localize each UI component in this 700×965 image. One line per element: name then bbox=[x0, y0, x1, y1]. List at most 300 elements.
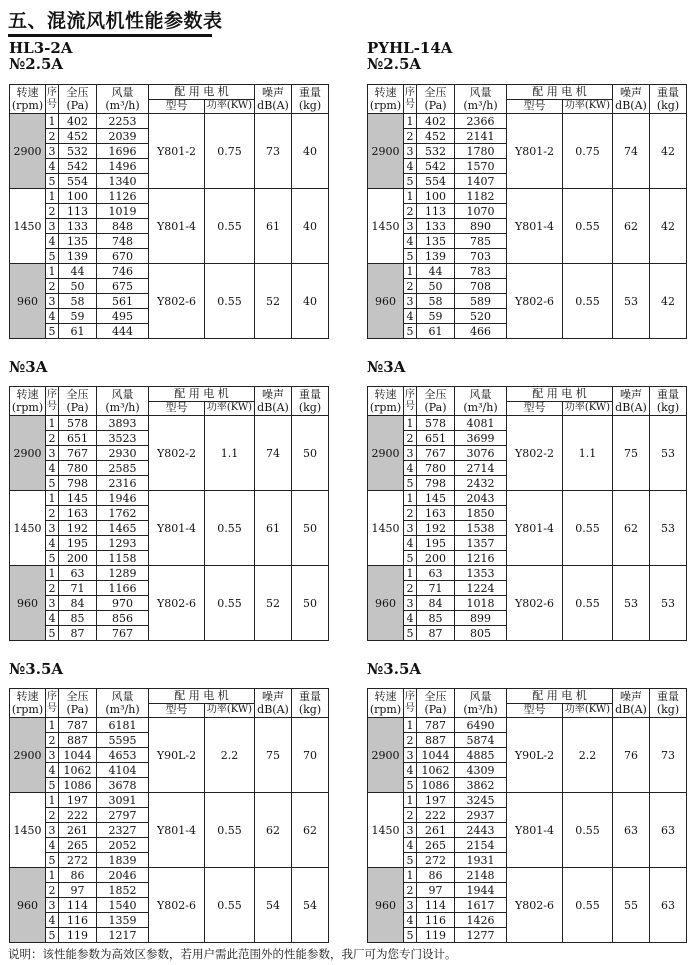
pressure-cell: 787 bbox=[417, 718, 455, 733]
pressure-cell: 100 bbox=[417, 189, 455, 204]
power-cell: 0.55 bbox=[205, 793, 255, 868]
model-header: 型号 bbox=[507, 401, 563, 416]
seq-header: 序号 bbox=[404, 85, 417, 114]
weight-cell: 42 bbox=[650, 114, 687, 189]
seq-cell: 4 bbox=[404, 461, 417, 476]
pressure-cell: 58 bbox=[417, 294, 455, 309]
seq-cell: 5 bbox=[46, 853, 59, 868]
pressure-cell: 195 bbox=[59, 536, 97, 551]
pressure-cell: 542 bbox=[59, 159, 97, 174]
seq-cell: 1 bbox=[404, 416, 417, 431]
flow-cell: 3699 bbox=[455, 431, 507, 446]
table-row bbox=[368, 189, 687, 204]
flow-cell: 589 bbox=[455, 294, 507, 309]
seq-cell: 1 bbox=[404, 189, 417, 204]
pressure-cell: 200 bbox=[417, 551, 455, 566]
flow-cell: 1224 bbox=[455, 581, 507, 596]
seq-cell: 2 bbox=[404, 431, 417, 446]
header-text: 转速 bbox=[374, 388, 397, 401]
flow-cell: 2154 bbox=[455, 838, 507, 853]
flow-cell: 2937 bbox=[455, 808, 507, 823]
model-cell: Y802-6 bbox=[507, 868, 563, 943]
power-header: 功率(KW) bbox=[563, 703, 613, 718]
seq-cell: 4 bbox=[46, 234, 59, 249]
block-title bbox=[9, 40, 72, 72]
flow-cell: 1166 bbox=[97, 581, 149, 596]
header-unit: dB(A) bbox=[257, 99, 289, 112]
table-row bbox=[368, 264, 687, 279]
weight-cell: 73 bbox=[650, 718, 687, 793]
weight-cell: 40 bbox=[292, 189, 329, 264]
seq-cell: 2 bbox=[46, 808, 59, 823]
weight-header bbox=[292, 387, 329, 416]
power-cell: 0.55 bbox=[563, 793, 613, 868]
power-cell: 0.55 bbox=[205, 491, 255, 566]
header-text: 转速 bbox=[16, 388, 39, 401]
model-cell: Y801-4 bbox=[507, 491, 563, 566]
power-header: 功率(KW) bbox=[205, 703, 255, 718]
flow-cell: 748 bbox=[97, 234, 149, 249]
pressure-cell: 113 bbox=[417, 204, 455, 219]
flow-cell: 2327 bbox=[97, 823, 149, 838]
seq-cell: 3 bbox=[46, 446, 59, 461]
flow-cell: 466 bbox=[455, 324, 507, 339]
power-header: 功率(KW) bbox=[205, 99, 255, 114]
flow-cell: 1216 bbox=[455, 551, 507, 566]
seq-cell: 3 bbox=[404, 898, 417, 913]
flow-cell: 703 bbox=[455, 249, 507, 264]
pressure-cell: 272 bbox=[417, 853, 455, 868]
pressure-cell: 50 bbox=[59, 279, 97, 294]
page-title: 五、混流风机性能参数表 bbox=[8, 10, 223, 32]
seq-cell: 4 bbox=[404, 536, 417, 551]
pressure-cell: 197 bbox=[59, 793, 97, 808]
flow-cell: 3678 bbox=[97, 778, 149, 793]
power-cell: 1.1 bbox=[563, 416, 613, 491]
model-cell: Y90L-2 bbox=[507, 718, 563, 793]
seq-cell: 4 bbox=[46, 461, 59, 476]
seq-cell: 3 bbox=[46, 823, 59, 838]
seq-cell: 5 bbox=[404, 853, 417, 868]
pressure-cell: 402 bbox=[417, 114, 455, 129]
flow-cell: 970 bbox=[97, 596, 149, 611]
pressure-cell: 195 bbox=[417, 536, 455, 551]
seq-cell: 3 bbox=[404, 294, 417, 309]
seq-cell: 1 bbox=[46, 189, 59, 204]
seq-header: 序号 bbox=[46, 85, 59, 114]
flow-cell: 1496 bbox=[97, 159, 149, 174]
size-number: №3A bbox=[367, 358, 406, 376]
noise-cell: 62 bbox=[613, 491, 650, 566]
pressure-cell: 1044 bbox=[59, 748, 97, 763]
pressure-cell: 265 bbox=[59, 838, 97, 853]
flow-header bbox=[455, 387, 507, 416]
pressure-cell: 767 bbox=[59, 446, 97, 461]
flow-cell: 767 bbox=[97, 626, 149, 641]
flow-cell: 1465 bbox=[97, 521, 149, 536]
seq-cell: 2 bbox=[404, 129, 417, 144]
seq-cell: 4 bbox=[46, 763, 59, 778]
seq-cell: 5 bbox=[404, 324, 417, 339]
flow-cell: 1617 bbox=[455, 898, 507, 913]
model-cell: Y802-6 bbox=[507, 566, 563, 641]
power-cell: 0.55 bbox=[563, 491, 613, 566]
flow-cell: 3893 bbox=[97, 416, 149, 431]
pressure-cell: 97 bbox=[417, 883, 455, 898]
seq-cell: 3 bbox=[46, 294, 59, 309]
motor-header: 配 用 电 机 bbox=[507, 85, 613, 100]
model-cell: Y802-2 bbox=[507, 416, 563, 491]
flow-cell: 1070 bbox=[455, 204, 507, 219]
header-unit: (rpm) bbox=[369, 99, 402, 112]
seq-cell: 3 bbox=[404, 596, 417, 611]
seq-cell: 2 bbox=[404, 506, 417, 521]
flow-cell: 2141 bbox=[455, 129, 507, 144]
header-unit: (kg) bbox=[298, 703, 322, 716]
pressure-cell: 119 bbox=[417, 928, 455, 943]
seq-cell: 4 bbox=[404, 159, 417, 174]
seq-cell: 4 bbox=[46, 536, 59, 551]
pressure-cell: 767 bbox=[417, 446, 455, 461]
model-header: 型号 bbox=[507, 99, 563, 114]
seq-cell: 5 bbox=[404, 476, 417, 491]
pressure-cell: 222 bbox=[59, 808, 97, 823]
flow-cell: 785 bbox=[455, 234, 507, 249]
performance-table bbox=[9, 84, 329, 339]
pressure-cell: 272 bbox=[59, 853, 97, 868]
flow-cell: 1570 bbox=[455, 159, 507, 174]
seq-cell: 4 bbox=[404, 913, 417, 928]
flow-cell: 4653 bbox=[97, 748, 149, 763]
flow-cell: 1357 bbox=[455, 536, 507, 551]
power-cell: 0.55 bbox=[205, 566, 255, 641]
seq-cell: 1 bbox=[404, 566, 417, 581]
pressure-cell: 402 bbox=[59, 114, 97, 129]
seq-cell: 5 bbox=[404, 249, 417, 264]
pressure-cell: 163 bbox=[417, 506, 455, 521]
header-text: 全压 bbox=[424, 86, 447, 99]
flow-cell: 2148 bbox=[455, 868, 507, 883]
seq-cell: 1 bbox=[404, 114, 417, 129]
header-unit: (rpm) bbox=[11, 401, 44, 414]
model-cell: Y801-4 bbox=[149, 189, 205, 264]
speed-header bbox=[10, 689, 46, 718]
flow-cell: 3245 bbox=[455, 793, 507, 808]
seq-cell: 1 bbox=[46, 491, 59, 506]
table-row bbox=[10, 718, 329, 733]
flow-cell: 2316 bbox=[97, 476, 149, 491]
seq-cell: 3 bbox=[404, 219, 417, 234]
model-cell: Y801-4 bbox=[149, 793, 205, 868]
weight-cell: 62 bbox=[292, 793, 329, 868]
speed-header bbox=[10, 387, 46, 416]
header-text: 噪声 bbox=[262, 690, 284, 703]
weight-cell: 50 bbox=[292, 491, 329, 566]
weight-header bbox=[650, 85, 687, 114]
header-text: 重量 bbox=[299, 388, 321, 401]
pressure-cell: 119 bbox=[59, 928, 97, 943]
seq-cell: 5 bbox=[404, 551, 417, 566]
header-unit: dB(A) bbox=[257, 401, 289, 414]
header-unit: dB(A) bbox=[615, 703, 647, 716]
performance-table bbox=[367, 84, 687, 339]
model-cell: Y801-4 bbox=[149, 491, 205, 566]
weight-cell: 50 bbox=[292, 566, 329, 641]
power-header: 功率(KW) bbox=[563, 99, 613, 114]
size-number: №2.5A bbox=[367, 55, 422, 73]
seq-cell: 3 bbox=[46, 596, 59, 611]
flow-cell: 2046 bbox=[97, 868, 149, 883]
seq-cell: 5 bbox=[46, 476, 59, 491]
speed-cell: 960 bbox=[368, 566, 404, 641]
flow-cell: 2585 bbox=[97, 461, 149, 476]
size-number: №3.5A bbox=[367, 660, 422, 678]
flow-header bbox=[455, 689, 507, 718]
seq-cell: 4 bbox=[46, 309, 59, 324]
model-cell: Y801-4 bbox=[507, 793, 563, 868]
weight-cell: 50 bbox=[292, 416, 329, 491]
block-title bbox=[367, 40, 452, 72]
flow-cell: 1407 bbox=[455, 174, 507, 189]
pressure-cell: 1044 bbox=[417, 748, 455, 763]
seq-cell: 3 bbox=[46, 219, 59, 234]
pressure-cell: 135 bbox=[417, 234, 455, 249]
pressure-cell: 84 bbox=[417, 596, 455, 611]
size-number: №3.5A bbox=[9, 660, 64, 678]
header-text: 风量 bbox=[469, 86, 492, 99]
seq-cell: 2 bbox=[404, 279, 417, 294]
seq-cell: 2 bbox=[46, 129, 59, 144]
power-cell: 0.55 bbox=[205, 189, 255, 264]
header-unit: (kg) bbox=[298, 401, 322, 414]
pressure-cell: 63 bbox=[59, 566, 97, 581]
flow-cell: 495 bbox=[97, 309, 149, 324]
pressure-cell: 116 bbox=[417, 913, 455, 928]
flow-cell: 4885 bbox=[455, 748, 507, 763]
seq-cell: 5 bbox=[46, 249, 59, 264]
flow-cell: 1018 bbox=[455, 596, 507, 611]
header-unit: (Pa) bbox=[424, 401, 447, 414]
header-text: 风量 bbox=[111, 388, 134, 401]
flow-cell: 6490 bbox=[455, 718, 507, 733]
speed-cell: 2900 bbox=[10, 416, 46, 491]
model-header: 型号 bbox=[149, 401, 205, 416]
pressure-cell: 265 bbox=[417, 838, 455, 853]
seq-header: 序号 bbox=[404, 387, 417, 416]
pressure-cell: 554 bbox=[59, 174, 97, 189]
speed-header bbox=[368, 387, 404, 416]
pressure-cell: 139 bbox=[59, 249, 97, 264]
header-text: 噪声 bbox=[262, 388, 284, 401]
flow-cell: 848 bbox=[97, 219, 149, 234]
pressure-cell: 87 bbox=[59, 626, 97, 641]
speed-cell: 1450 bbox=[368, 793, 404, 868]
power-cell: 0.55 bbox=[205, 264, 255, 339]
header-text: 转速 bbox=[374, 86, 397, 99]
pressure-cell: 787 bbox=[59, 718, 97, 733]
flow-cell: 1019 bbox=[97, 204, 149, 219]
flow-cell: 1158 bbox=[97, 551, 149, 566]
flow-cell: 899 bbox=[455, 611, 507, 626]
flow-cell: 520 bbox=[455, 309, 507, 324]
seq-cell: 3 bbox=[404, 823, 417, 838]
seq-cell: 3 bbox=[404, 446, 417, 461]
seq-header: 序号 bbox=[46, 689, 59, 718]
noise-cell: 54 bbox=[255, 868, 292, 943]
flow-cell: 1540 bbox=[97, 898, 149, 913]
power-header: 功率(KW) bbox=[205, 401, 255, 416]
block-title bbox=[367, 661, 421, 677]
pressure-cell: 1062 bbox=[59, 763, 97, 778]
seq-cell: 2 bbox=[46, 431, 59, 446]
motor-header: 配 用 电 机 bbox=[507, 689, 613, 704]
header-unit: (m³/h) bbox=[463, 401, 498, 414]
header-unit: (Pa) bbox=[424, 99, 447, 112]
weight-cell: 53 bbox=[650, 491, 687, 566]
pressure-cell: 116 bbox=[59, 913, 97, 928]
flow-cell: 1780 bbox=[455, 144, 507, 159]
pressure-cell: 163 bbox=[59, 506, 97, 521]
flow-cell: 1762 bbox=[97, 506, 149, 521]
noise-cell: 52 bbox=[255, 566, 292, 641]
table-row bbox=[10, 114, 329, 129]
header-unit: (rpm) bbox=[369, 401, 402, 414]
seq-cell: 4 bbox=[46, 838, 59, 853]
performance-table bbox=[9, 688, 329, 943]
seq-cell: 5 bbox=[46, 778, 59, 793]
pressure-cell: 135 bbox=[59, 234, 97, 249]
pressure-cell: 887 bbox=[59, 733, 97, 748]
pressure-cell: 86 bbox=[417, 868, 455, 883]
weight-cell: 63 bbox=[650, 793, 687, 868]
seq-header: 序号 bbox=[46, 387, 59, 416]
header-unit: (m³/h) bbox=[105, 99, 140, 112]
header-text: 转速 bbox=[16, 86, 39, 99]
pressure-cell: 87 bbox=[417, 626, 455, 641]
pressure-cell: 780 bbox=[417, 461, 455, 476]
flow-cell: 2366 bbox=[455, 114, 507, 129]
flow-cell: 6181 bbox=[97, 718, 149, 733]
pressure-header bbox=[59, 689, 97, 718]
table-row bbox=[10, 491, 329, 506]
pressure-cell: 651 bbox=[59, 431, 97, 446]
pressure-header bbox=[417, 387, 455, 416]
flow-cell: 5595 bbox=[97, 733, 149, 748]
speed-cell: 1450 bbox=[10, 189, 46, 264]
pressure-cell: 63 bbox=[417, 566, 455, 581]
seq-cell: 3 bbox=[404, 748, 417, 763]
pressure-cell: 798 bbox=[417, 476, 455, 491]
seq-cell: 4 bbox=[404, 763, 417, 778]
pressure-cell: 261 bbox=[417, 823, 455, 838]
pressure-cell: 133 bbox=[59, 219, 97, 234]
header-unit: (m³/h) bbox=[463, 99, 498, 112]
flow-cell: 1944 bbox=[455, 883, 507, 898]
noise-cell: 62 bbox=[613, 189, 650, 264]
flow-header bbox=[97, 689, 149, 718]
flow-cell: 1696 bbox=[97, 144, 149, 159]
seq-cell: 2 bbox=[404, 204, 417, 219]
pressure-cell: 192 bbox=[417, 521, 455, 536]
speed-cell: 2900 bbox=[368, 416, 404, 491]
flow-cell: 2443 bbox=[455, 823, 507, 838]
seq-cell: 3 bbox=[404, 144, 417, 159]
pressure-cell: 145 bbox=[59, 491, 97, 506]
flow-cell: 2797 bbox=[97, 808, 149, 823]
speed-cell: 960 bbox=[10, 566, 46, 641]
noise-cell: 74 bbox=[255, 416, 292, 491]
pressure-cell: 44 bbox=[59, 264, 97, 279]
flow-cell: 890 bbox=[455, 219, 507, 234]
header-text: 风量 bbox=[111, 86, 134, 99]
noise-cell: 52 bbox=[255, 264, 292, 339]
noise-header bbox=[613, 85, 650, 114]
model-cell: Y801-2 bbox=[149, 114, 205, 189]
speed-cell: 960 bbox=[10, 264, 46, 339]
seq-cell: 5 bbox=[404, 928, 417, 943]
seq-cell: 3 bbox=[46, 748, 59, 763]
model-cell: Y802-6 bbox=[507, 264, 563, 339]
flow-cell: 1293 bbox=[97, 536, 149, 551]
seq-cell: 1 bbox=[404, 718, 417, 733]
model-cell: Y90L-2 bbox=[149, 718, 205, 793]
seq-cell: 3 bbox=[46, 521, 59, 536]
pressure-cell: 71 bbox=[59, 581, 97, 596]
header-unit: (m³/h) bbox=[463, 703, 498, 716]
seq-cell: 5 bbox=[46, 551, 59, 566]
speed-cell: 2900 bbox=[10, 718, 46, 793]
size-number: №2.5A bbox=[9, 55, 64, 73]
table-row bbox=[368, 114, 687, 129]
weight-header bbox=[650, 387, 687, 416]
seq-cell: 1 bbox=[404, 868, 417, 883]
flow-cell: 1182 bbox=[455, 189, 507, 204]
motor-header: 配 用 电 机 bbox=[149, 85, 255, 100]
speed-cell: 960 bbox=[10, 868, 46, 943]
header-row bbox=[10, 689, 329, 704]
noise-cell: 75 bbox=[613, 416, 650, 491]
weight-cell: 54 bbox=[292, 868, 329, 943]
flow-cell: 1217 bbox=[97, 928, 149, 943]
seq-cell: 4 bbox=[404, 611, 417, 626]
flow-cell: 1538 bbox=[455, 521, 507, 536]
pressure-header bbox=[59, 387, 97, 416]
seq-cell: 2 bbox=[46, 279, 59, 294]
model-cell: Y802-6 bbox=[149, 264, 205, 339]
pressure-cell: 113 bbox=[59, 204, 97, 219]
seq-cell: 3 bbox=[404, 521, 417, 536]
seq-header: 序号 bbox=[404, 689, 417, 718]
power-cell: 0.55 bbox=[563, 264, 613, 339]
table-row bbox=[10, 416, 329, 431]
flow-cell: 4309 bbox=[455, 763, 507, 778]
header-unit: (m³/h) bbox=[105, 401, 140, 414]
header-row bbox=[368, 85, 687, 100]
table-row bbox=[368, 566, 687, 581]
pressure-cell: 798 bbox=[59, 476, 97, 491]
flow-cell: 2039 bbox=[97, 129, 149, 144]
speed-cell: 960 bbox=[368, 868, 404, 943]
pressure-cell: 84 bbox=[59, 596, 97, 611]
pressure-cell: 97 bbox=[59, 883, 97, 898]
noise-cell: 53 bbox=[613, 264, 650, 339]
pressure-cell: 85 bbox=[59, 611, 97, 626]
noise-cell: 53 bbox=[613, 566, 650, 641]
seq-cell: 4 bbox=[46, 159, 59, 174]
speed-header bbox=[368, 689, 404, 718]
seq-cell: 3 bbox=[46, 144, 59, 159]
flow-cell: 1839 bbox=[97, 853, 149, 868]
